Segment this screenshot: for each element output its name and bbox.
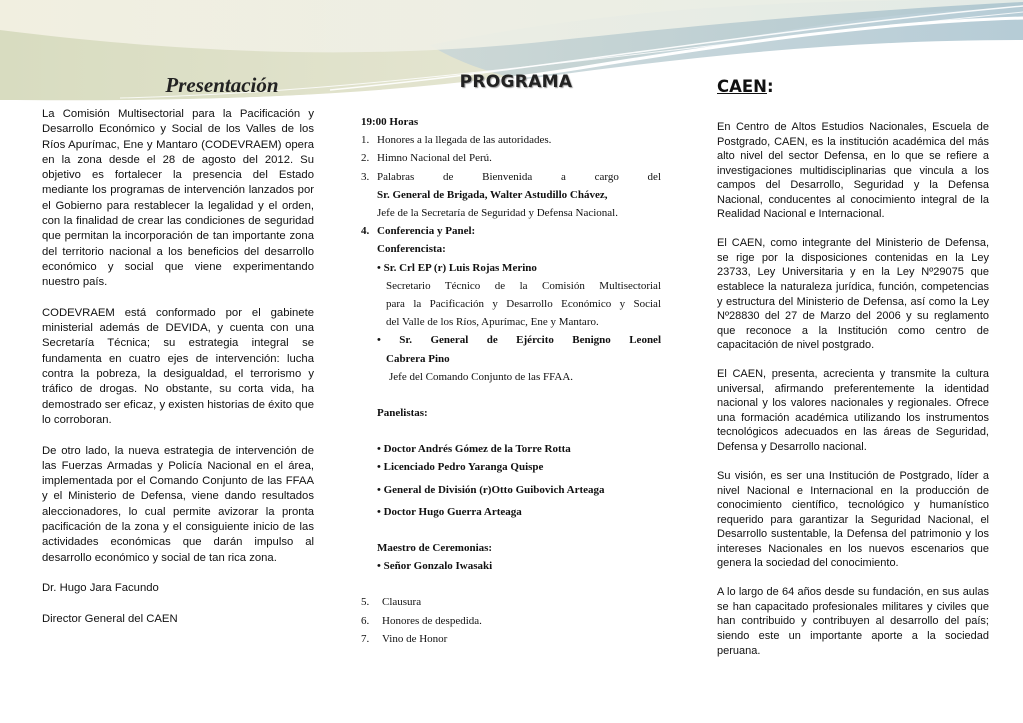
caen-title-colon: : [766, 77, 774, 96]
signature-role: Director General del CAEN [42, 612, 178, 625]
signature-name: Dr. Hugo Jara Facundo [42, 582, 159, 595]
spacer [361, 575, 661, 593]
programa-item [361, 131, 661, 149]
caen-paragraph: El CAEN, presenta, acrecienta y transmite la cultura universal, afirmando preferentemente la identidad nacional y los valores nacionales y regionales. Ofrece una formación académica utilizando los instrumentos tecnológicos adecuados en las áreas de Seguridad, Defensa y Desarrollo nacional. [717, 368, 989, 453]
programa-list [361, 113, 661, 648]
maestro-name: • Señor Gonzalo Iwasaki [377, 560, 493, 573]
programa-item [361, 222, 661, 240]
speaker-role: Secretario Técnico de la Comisión Multisectorial [386, 279, 661, 292]
speaker-name: • Sr. General de Ejército Benigno Leonel [377, 334, 661, 347]
spacer [361, 521, 661, 539]
panelistas-label: Panelistas: [377, 407, 428, 420]
speaker-role: para la Pacificación y Desarrollo Económico y Social [386, 298, 661, 311]
panelist: • General de División (r)Otto Guibovich Arteaga [377, 483, 605, 496]
welcome-speaker-role: Jefe de la Secretaría de Seguridad y Defensa Nacional. [377, 207, 618, 220]
speaker-role: Jefe del Comando Conjunto de las FFAA. [389, 370, 574, 383]
item-number: 5. [361, 596, 370, 609]
programa-item [361, 593, 661, 611]
item-number: 7. [361, 632, 370, 645]
presentacion-paragraph: La Comisión Multisectorial para la Pacificación y Desarrollo Económico y Social de los Valles de los Ríos Apurímac, Ene y Mantaro (CODEVRAEM) opera en la zona desde el 28 de agosto del 2012. Su objetivo es fortalecer la presencia del Estado mediante los programas de intervención lanzados por el Gobierno para restablecer la legalidad y el orden, con la finalidad de crear las condiciones de seguridad que permitan la incorporación de tan importante zona del territorio nacional a los beneficios del desarrollo económico y social que viene experimentando nuestro país. [42, 108, 314, 289]
presentacion-paragraph: De otro lado, la nueva estrategia de intervención de las Fuerzas Armadas y Policía Nacional en el área, implementada por el Comando Conjunto de las FFAA y el Ministerio de Defensa, viene dando resultados aleccionadores, lo cual permite avizorar la pronta pacificación de la zona y el consiguiente inicio de las actividades económicas que darán impulso al desarrollo económico y social de tan rica zona. [42, 444, 314, 564]
programa-title: PROGRAMA [459, 72, 573, 92]
caen-title-text: CAEN [717, 77, 767, 96]
caen-paragraph: El CAEN, como integrante del Ministerio de Defensa, se rige por la disposiciones contenidas en la Ley 23733, Ley Universitaria y en la Ley Nº29075 que establece la naturaleza jurídica, función, competencias y estructura del Ministerio de Defensa, así como la Ley Nº28830 del 27 de Marzo del 2006 y su reglamento que reconoce a la Institución como centro de capacitación de nivel postgrado. [717, 237, 989, 352]
item-number: 3. [361, 170, 370, 183]
item-text: Palabras de Bienvenida a cargo del [377, 170, 661, 183]
programa-item [361, 630, 661, 648]
item-text: Clausura [382, 596, 422, 609]
programa-item [361, 149, 661, 167]
item-text: Honores a la llegada de las autoridades. [377, 134, 552, 147]
spacer [361, 422, 661, 440]
speaker-name: Cabrera Pino [386, 352, 450, 365]
speaker-role: del Valle de los Ríos, Apurímac, Ene y Mantaro. [386, 316, 599, 329]
welcome-speaker-name: Sr. General de Brigada, Walter Astudillo Chávez, [377, 188, 608, 201]
programa-time: 19:00 Horas [361, 116, 419, 128]
programa-item [361, 612, 661, 630]
item-text: Himno Nacional del Perú. [377, 152, 492, 165]
item-number: 6. [361, 614, 370, 627]
caen-title [717, 77, 774, 96]
item-number: 1. [361, 134, 370, 147]
presentacion-body [42, 107, 314, 642]
caen-body [717, 120, 989, 673]
panelist: • Licenciado Pedro Yaranga Quispe [377, 461, 544, 474]
caen-paragraph: En Centro de Altos Estudios Nacionales, Escuela de Postgrado, CAEN, es la institución académica del más alto nivel del sector Defensa, en lo que se refiere a investigaciones multidisciplinarias que vincula a los campos del Desarrollo, Seguridad y la Defensa Nacional, conducentes al conocimiento integral de la Realidad Nacional e Internacional. [717, 121, 989, 221]
speaker-name: • Sr. Crl EP (r) Luis Rojas Merino [377, 261, 537, 274]
maestro-label: Maestro de Ceremonias: [377, 542, 493, 555]
presentacion-paragraph: CODEVRAEM está conformado por el gabinete ministerial además de DEVIDA, y cuenta con una Secretaría Técnica; su estrategia integral se fundamenta en cuatro ejes de intervención: lucha contra la pobreza, la desigualdad, el terrorismo y tráfico de drogas. No obstante, su corta vida, ha demostrado ser eficaz, y existen historias de éxito que lo corroboran. [42, 306, 314, 426]
item-number: 2. [361, 152, 370, 165]
panelist: • Doctor Andrés Gómez de la Torre Rotta [377, 443, 571, 456]
caen-paragraph: A lo largo de 64 años desde su fundación, en sus aulas se han capacitado profesionales militares y civiles que han contribuido y contribuyen al desarrollo del país; siendo este un importante aporte a la sociedad peruana. [717, 586, 989, 657]
programa-item [361, 168, 661, 186]
item-text: Conferencia y Panel: [377, 225, 476, 238]
panelist: • Doctor Hugo Guerra Arteaga [377, 505, 522, 518]
item-text: Honores de despedida. [382, 614, 482, 627]
item-number: 4. [361, 225, 370, 238]
item-text: Vino de Honor [382, 632, 448, 645]
caen-paragraph: Su visión, es ser una Institución de Postgrado, líder a nivel Nacional e Internacional en la producción de conocimiento científico, tecnológico y humanístico requerido para garantizar la Seguridad Nacional, el Desarrollo sustentable, la Defensa del patrimonio y los intereses Nacionales en los nuevos escenarios que genera la sociedad del conocimiento. [717, 469, 989, 570]
presentacion-title: Presentación [165, 73, 279, 97]
conferencista-label: Conferencista: [377, 243, 446, 256]
spacer [361, 386, 661, 404]
